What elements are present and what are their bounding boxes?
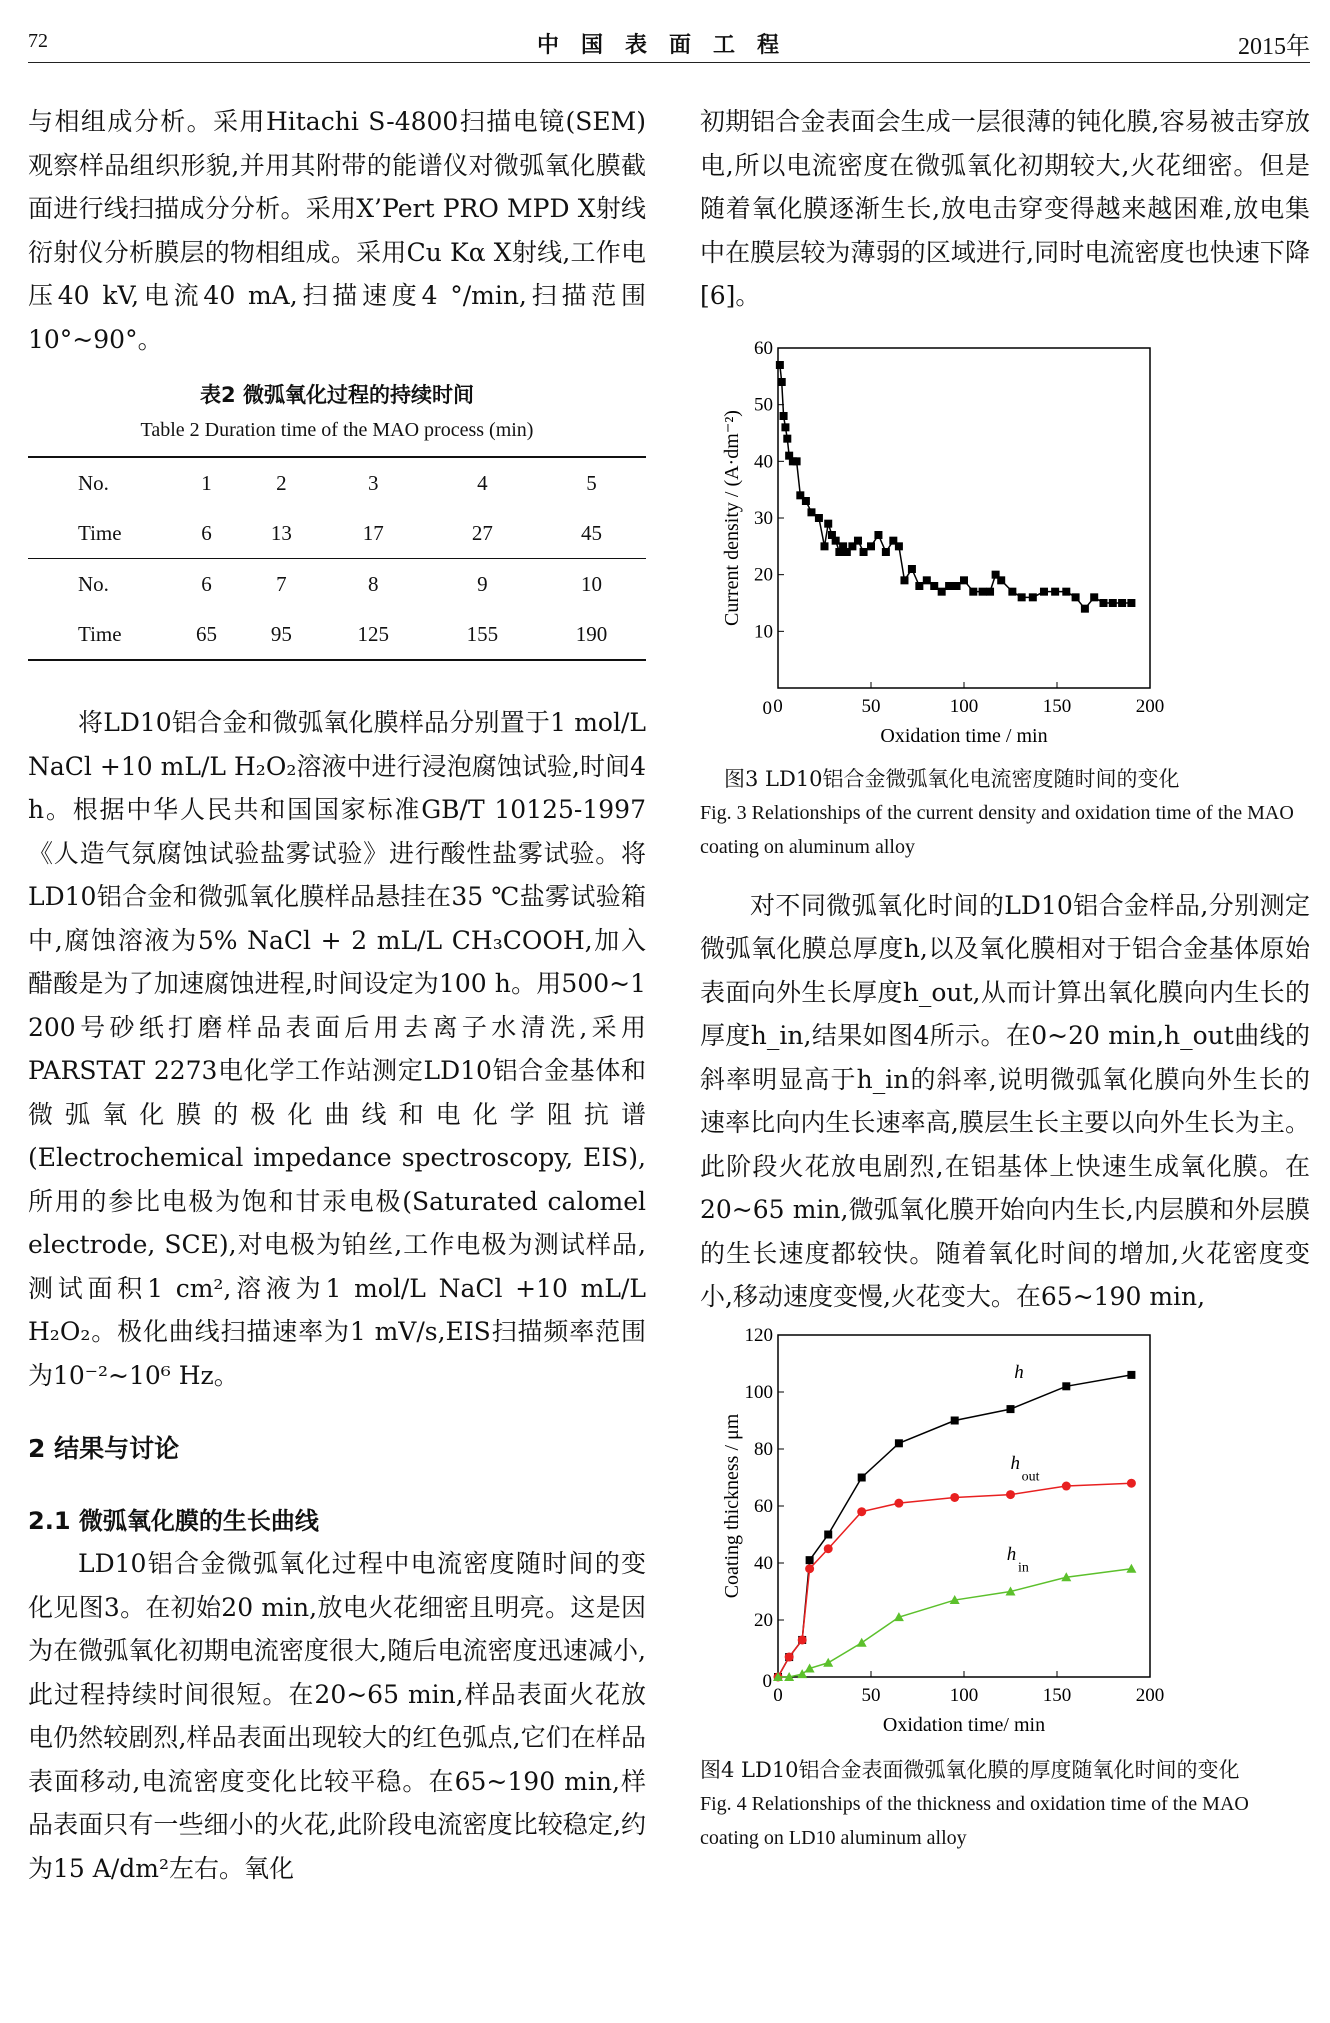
- table-cell: 65: [169, 609, 244, 660]
- data-point-h: [1127, 1370, 1135, 1378]
- data-point-h_in: [797, 1669, 807, 1678]
- data-point: [1008, 587, 1016, 595]
- data-point: [969, 587, 977, 595]
- duration-table: [28, 456, 646, 661]
- data-point: [824, 519, 832, 527]
- chart-current-density: [700, 318, 1310, 758]
- data-point: [832, 536, 840, 544]
- data-point: [821, 542, 829, 550]
- data-point: [1118, 599, 1126, 607]
- data-point: [960, 576, 968, 584]
- data-point-h_out: [824, 1544, 833, 1553]
- data-point: [783, 434, 791, 442]
- table-cell: No.: [28, 457, 169, 508]
- table-cell: 10: [537, 559, 646, 610]
- data-point: [776, 361, 784, 369]
- table-caption-cn: 表2 微弧氧化过程的持续时间: [200, 383, 474, 407]
- figure-3: [700, 318, 1310, 864]
- x-axis-label: Oxidation time/ min: [882, 1713, 1046, 1736]
- y-tick-label: 80: [754, 1438, 773, 1460]
- y-tick-label: 100: [744, 1381, 773, 1403]
- data-point: [780, 412, 788, 420]
- table-cell: Time: [78, 520, 122, 545]
- table-cell: 17: [362, 520, 384, 545]
- data-point-h: [1062, 1382, 1070, 1390]
- label-h: h: [1014, 1361, 1024, 1383]
- data-point: [900, 576, 908, 584]
- data-point-h: [895, 1439, 903, 1447]
- data-point-h_out: [1006, 1490, 1015, 1499]
- data-point: [945, 582, 953, 590]
- series-line-h_out: [778, 1483, 1131, 1677]
- data-point: [793, 457, 801, 465]
- origin-label: 0: [762, 1670, 772, 1692]
- data-point: [1081, 604, 1089, 612]
- table-cell: Time: [28, 609, 169, 660]
- data-point: [860, 548, 868, 556]
- data-point-h_out: [894, 1498, 903, 1507]
- label-h-in-subscript: in: [1017, 1560, 1029, 1576]
- data-point-h_in: [823, 1657, 833, 1666]
- page-header: [28, 22, 1310, 63]
- y-tick-label: 60: [754, 337, 773, 359]
- figure-3-caption-cn: 图3 LD10铝合金微弧氧化电流密度随时间的变化: [724, 766, 1180, 791]
- y-tick-label: 20: [754, 1609, 773, 1631]
- section-heading: 2 结果与讨论: [28, 1434, 180, 1463]
- table-cell: No.: [28, 559, 169, 610]
- data-point: [979, 587, 987, 595]
- journal-title: 中国表面工程: [536, 33, 801, 58]
- table-caption-en: Table 2 Duration time of the MAO process (min): [140, 419, 534, 441]
- x-tick-label: 150: [1042, 1684, 1072, 1706]
- x-tick-label: 50: [861, 1684, 881, 1706]
- data-point: [997, 576, 1005, 584]
- table-cell: 95: [244, 609, 319, 660]
- data-point: [1029, 593, 1037, 601]
- data-point-h_out: [857, 1507, 866, 1516]
- x-tick-label: 200: [1135, 695, 1165, 717]
- table-cell: 7: [244, 559, 319, 610]
- table-cell: 190: [537, 609, 646, 660]
- figure-4: [700, 1319, 1310, 1855]
- data-point: [1018, 593, 1026, 601]
- data-point: [930, 582, 938, 590]
- x-tick-label: 0: [773, 1684, 783, 1706]
- data-point: [938, 587, 946, 595]
- table-cell: 1: [169, 457, 244, 508]
- year: 2015年: [1238, 34, 1310, 60]
- figure-4-caption-en: Fig. 4 Relationships of the thickness and oxidation time of the MAO coating on LD10 aluminum alloy: [700, 1792, 1249, 1849]
- data-point-h: [951, 1416, 959, 1424]
- origin-label: 0: [762, 697, 772, 719]
- table-cell: 5: [537, 457, 646, 508]
- x-tick-label: 0: [773, 695, 783, 717]
- plot-frame: [778, 348, 1150, 688]
- data-point-h_out: [805, 1564, 814, 1573]
- y-axis-label: Current density / (A·dm⁻²): [721, 409, 743, 626]
- y-tick-label: 10: [754, 620, 773, 642]
- paragraph-corrosion-test: 将LD10铝合金和微弧氧化膜样品分别置于1 mol/L NaCl +10 mL/L H₂O₂溶液中进行浸泡腐蚀试验,时间4 h。根据中华人民共和国国家标准GB/T 10125-1997《人造气氛腐蚀试验盐雾试验》进行酸性盐雾试验。将LD10铝合金和微弧氧化膜样品悬挂在35 ℃盐雾试验箱中,腐蚀溶液为5% NaCl + 2 mL/L CH₃COOH,加入醋酸是为了加速腐蚀进程,时间设定为100 h。用500~1 200号砂纸打磨样品表面后用去离子水清洗,采用PARSTAT 2273电化学工作站测定LD10铝合金基体和微弧氧化膜的极化曲线和电化学阻抗谱(Electrochemical impedance spectroscopy, EIS),所用的参比电极为饱和甘汞电极(Saturated calomel electrode, SCE),对电极为铂丝,工作电极为测试样品,测试面积1 cm²,溶液为1 mol/L NaCl +10 mL/L H₂O₂。极化曲线扫描速率为1 mV/s,EIS扫描频率范围为10⁻²~10⁶ Hz。: [28, 708, 646, 1390]
- label-h-in: h: [1006, 1543, 1017, 1565]
- table-cell: 4: [428, 457, 537, 508]
- data-point: [1051, 587, 1059, 595]
- data-point: [802, 497, 810, 505]
- data-point: [1127, 599, 1135, 607]
- label-h-out-subscript: out: [1021, 1468, 1040, 1484]
- data-point-h_out: [785, 1652, 794, 1661]
- page-number: 72: [28, 30, 48, 52]
- paragraph-method-analysis: 与相组成分析。采用Hitachi S-4800扫描电镜(SEM)观察样品组织形貌,并用其附带的能谱仪对微弧氧化膜截面进行线扫描成分分析。采用X’Pert PRO MPD X射线衍射仪分析膜层的物相组成。采用Cu Kα X射线,工作电压40 kV,电流40 mA,扫描速度4 °/min,扫描范围10°~90°。: [28, 107, 646, 354]
- y-tick-label: 60: [754, 1495, 773, 1517]
- data-point-h: [1007, 1405, 1015, 1413]
- table-cell: 6: [169, 559, 244, 610]
- table-cell: 155: [428, 609, 537, 660]
- data-point: [1040, 587, 1048, 595]
- x-tick-label: 100: [949, 1684, 979, 1706]
- y-tick-label: 40: [754, 1552, 773, 1574]
- series-line-current-density: [780, 365, 1132, 609]
- series-line-h_in: [778, 1568, 1131, 1676]
- paragraph-growth-curve: LD10铝合金微弧氧化过程中电流密度随时间的变化见图3。在初始20 min,放电火花细密且明亮。这是因为在微弧氧化初期电流密度很大,随后电流密度迅速减小,此过程持续时间很短。在20~65 min,样品表面火花放电仍然较剧烈,样品表面出现较大的红色弧点,它们在样品表面移动,电流密度变化比较平稳。在65~190 min,样品表面只有一些细小的火花,此阶段电流密度比较稳定,约为15 A/dm²左右。氧化: [28, 1549, 646, 1883]
- data-point: [815, 514, 823, 522]
- table-row: [28, 508, 646, 559]
- data-point: [1109, 599, 1117, 607]
- data-point: [867, 542, 875, 550]
- data-point: [1100, 599, 1108, 607]
- table-cell: 13: [270, 520, 292, 545]
- data-point: [953, 582, 961, 590]
- y-tick-label: 20: [754, 564, 773, 586]
- plot-frame: [778, 1335, 1150, 1677]
- y-tick-label: 30: [754, 507, 773, 529]
- chart-coating-thickness: [700, 1319, 1310, 1749]
- data-point: [854, 536, 862, 544]
- data-point-h: [824, 1530, 832, 1538]
- data-point: [1090, 593, 1098, 601]
- y-tick-label: 40: [754, 450, 773, 472]
- paragraph-thickness: 对不同微弧氧化时间的LD10铝合金样品,分别测定微弧氧化膜总厚度h,以及氧化膜相对于铝合金基体原始表面向外生长厚度h_out,从而计算出氧化膜向内生长的厚度h_in,结果如图4所示。在0~20 min,h_out曲线的斜率明显高于h_in的斜率,说明微弧氧化膜向外生长的速率比向内生长速率高,膜层生长主要以向外生长为主。此阶段火花放电剧烈,在铝基体上快速生成氧化膜。在20~65 min,微弧氧化膜开始向内生长,内层膜和外层膜的生长速度都较快。随着氧化时间的增加,火花密度变小,移动速度变慢,火花变大。在65~190 min,: [700, 890, 1310, 1311]
- data-point-h_in: [1126, 1563, 1136, 1572]
- table-cell: 45: [580, 520, 602, 545]
- x-tick-label: 100: [949, 695, 979, 717]
- figure-3-caption-en: Fig. 3 Relationships of the current density and oxidation time of the MAO coating on aluminum alloy: [700, 801, 1294, 858]
- table-cell: 125: [319, 609, 428, 660]
- data-point: [986, 587, 994, 595]
- table-cell: 9: [428, 559, 537, 610]
- y-tick-label: 120: [744, 1324, 773, 1346]
- data-point-h_in: [857, 1637, 867, 1646]
- data-point: [1062, 587, 1070, 595]
- figure-4-caption-cn: 图4 LD10铝合金表面微弧氧化膜的厚度随氧化时间的变化: [700, 1757, 1240, 1782]
- data-point: [882, 548, 890, 556]
- label-h-out: h: [1010, 1452, 1020, 1474]
- right-column: [700, 100, 1310, 1855]
- x-tick-label: 50: [861, 695, 881, 717]
- data-point-h: [858, 1473, 866, 1481]
- table-row: [28, 609, 646, 660]
- data-point: [807, 508, 815, 516]
- data-point-h_out: [1127, 1478, 1136, 1487]
- x-tick-label: 200: [1135, 1684, 1165, 1706]
- data-point: [874, 531, 882, 539]
- data-point-h_out: [950, 1492, 959, 1501]
- table-cell: 8: [319, 559, 428, 610]
- table-cell: 2: [244, 457, 319, 508]
- data-point: [915, 582, 923, 590]
- table-row: [28, 559, 646, 610]
- x-axis-label: Oxidation time / min: [880, 724, 1048, 747]
- data-point: [778, 378, 786, 386]
- data-point-h_out: [1062, 1481, 1071, 1490]
- data-point: [908, 565, 916, 573]
- data-point: [923, 576, 931, 584]
- y-tick-label: 50: [754, 394, 773, 416]
- paragraph-passive-film: 初期铝合金表面会生成一层很薄的钝化膜,容易被击穿放电,所以电流密度在微弧氧化初期较大,火花细密。但是随着氧化膜逐渐生长,放电击穿变得越来越困难,放电集中在膜层较为薄弱的区域进行,同时电流密度也快速下降[6]。: [700, 107, 1310, 310]
- table-cell: 6: [201, 520, 212, 545]
- table-cell: 27: [471, 520, 493, 545]
- y-axis-label: Coating thickness / μm: [721, 1413, 743, 1598]
- data-point-h_out: [798, 1635, 807, 1644]
- x-tick-label: 150: [1042, 695, 1072, 717]
- data-point: [781, 423, 789, 431]
- data-point: [895, 542, 903, 550]
- data-point-h: [806, 1556, 814, 1564]
- data-point: [1072, 593, 1080, 601]
- table-row: [28, 457, 646, 508]
- left-column: [28, 100, 646, 1890]
- table-cell: 3: [319, 457, 428, 508]
- subsection-heading: 2.1 微弧氧化膜的生长曲线: [28, 1507, 319, 1535]
